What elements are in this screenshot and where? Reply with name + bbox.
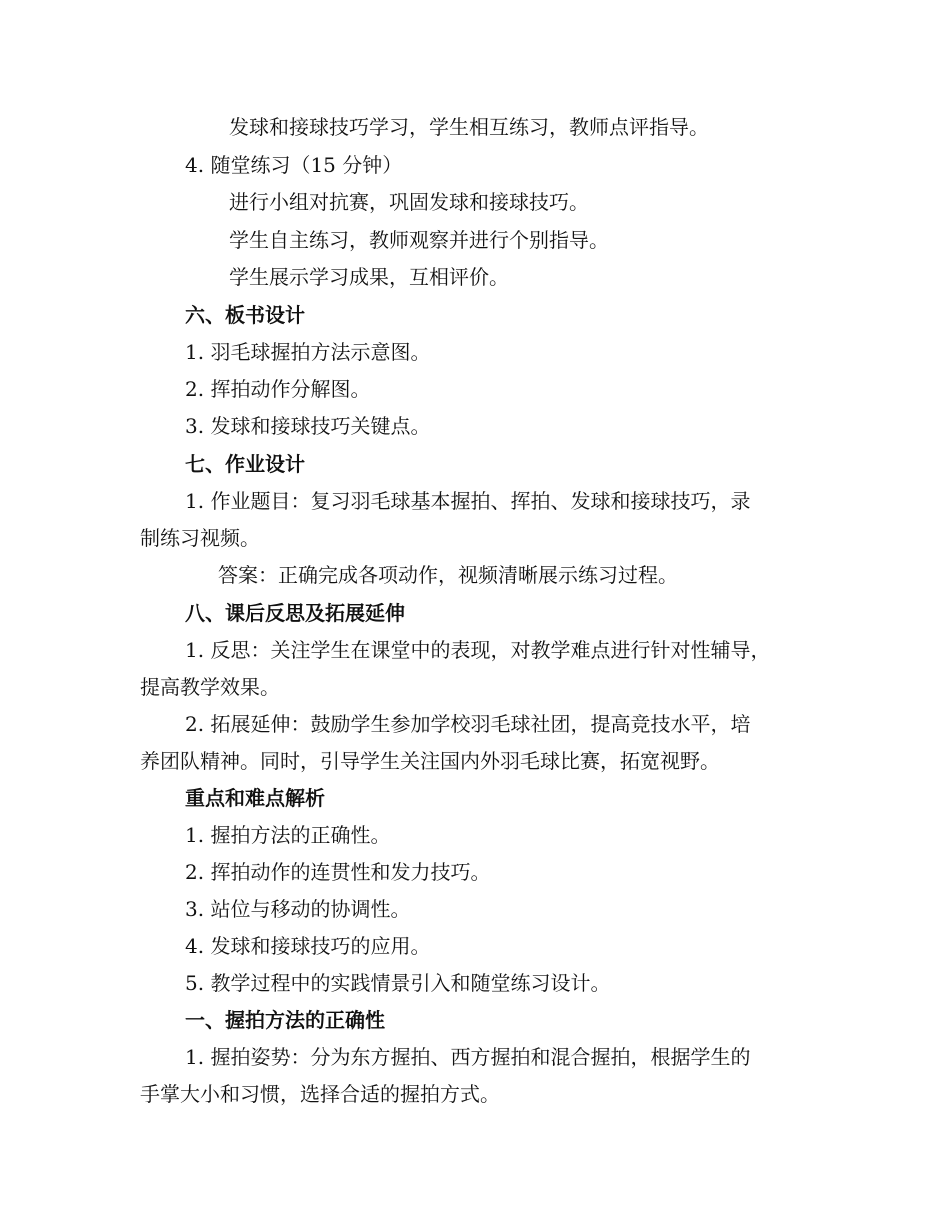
list-item: 3. 发球和接球技巧关键点。 [185, 414, 431, 438]
list-item: 1. 羽毛球握拍方法示意图。 [185, 340, 431, 364]
list-item: 1. 握拍姿势：分为东方握拍、西方握拍和混合握拍，根据学生的 [185, 1045, 751, 1069]
list-item: 3. 站位与移动的协调性。 [185, 897, 411, 921]
list-item: 1. 握拍方法的正确性。 [185, 823, 391, 847]
section-heading: 六、板书设计 [185, 303, 305, 327]
list-item: 1. 作业题目：复习羽毛球基本握拍、挥拍、发球和接球技巧，录 [185, 489, 751, 513]
paragraph-line: 提高教学效果。 [140, 675, 280, 699]
paragraph-line: 养团队精神。同时，引导学生关注国内外羽毛球比赛，拓宽视野。 [140, 749, 720, 773]
list-item: 2. 挥拍动作分解图。 [185, 377, 371, 401]
section-heading: 重点和难点解析 [185, 786, 325, 810]
paragraph-line: 学生展示学习成果，互相评价。 [229, 265, 509, 289]
list-item: 5. 教学过程中的实践情景引入和随堂练习设计。 [185, 971, 611, 995]
section-heading: 一、握拍方法的正确性 [185, 1008, 385, 1032]
paragraph-line: 答案：正确完成各项动作，视频清晰展示练习过程。 [218, 563, 678, 587]
section-heading: 八、课后反思及拓展延伸 [185, 601, 405, 625]
list-item: 4. 发球和接球技巧的应用。 [185, 934, 431, 958]
list-item: 4. 随堂练习（15 分钟） [185, 153, 403, 177]
paragraph-line: 进行小组对抗赛，巩固发球和接球技巧。 [229, 190, 589, 214]
list-item: 2. 拓展延伸：鼓励学生参加学校羽毛球社团，提高竞技水平，培 [185, 712, 751, 736]
list-item: 2. 挥拍动作的连贯性和发力技巧。 [185, 860, 491, 884]
section-heading: 七、作业设计 [185, 452, 305, 476]
paragraph-line: 发球和接球技巧学习，学生相互练习，教师点评指导。 [229, 115, 709, 139]
list-item: 1. 反思：关注学生在课堂中的表现，对教学难点进行针对性辅导， [185, 638, 771, 662]
paragraph-line: 学生自主练习，教师观察并进行个别指导。 [229, 228, 609, 252]
paragraph-line: 制练习视频。 [140, 526, 260, 550]
paragraph-line: 手掌大小和习惯，选择合适的握拍方式。 [140, 1082, 500, 1106]
